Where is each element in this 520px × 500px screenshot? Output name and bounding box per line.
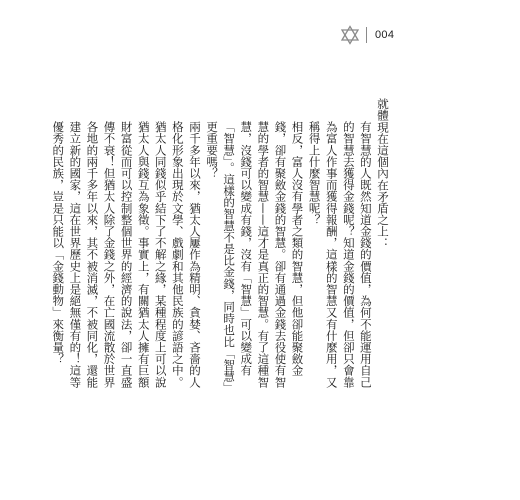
paragraph: 兩千多年以來，猶太人屢作為精明、貪婪、吝嗇的人格化形象出現於文學、戲劇和其他民族的諺語之中。猶太人同錢似乎結下了不解之緣，某種程度上可以說猶太人與錢互為象徵。事實上，有關猶太人擁有巨額財富從而可以控制整個世界的經濟的說法，卻一直盛傳不衰！但猶太人除了金錢之外，在亡國流散於世界各地的兩千多年以來，其不被消滅，不被同化，還能建立新的國家，這在世界歷史上是絕無僅有的！這等優秀的民族，豈是只能以「金錢動物」來衡量？ [51,121,202,388]
body-text [51,98,391,388]
paragraph: 就體現在這個內在矛盾之上： [376,98,390,249]
paragraph: 相反，富人沒有學者之類的智慧，但他卻能聚斂金錢，卻有聚斂金錢的智慧。卻有通過金錢去役使有智慧的學者的智慧——這才是真正的智慧。有了這種智慧，沒錢可以變成有錢，沒有「智慧」可以變成有「智慧」。這樣的智慧不是比金錢，同時也比「智慧」更重要嗎？ [205,121,305,388]
header-divider [366,27,367,43]
page-number: 004 [375,29,395,41]
page-header [340,24,394,46]
star-of-david-icon [340,25,360,45]
paragraph: 有智慧的人既然知道金錢的價值，為何不能運用自己的智慧去獲得金錢呢？知道金錢的價值，但卻只會靠為富人作事而獲得報酬，這樣的智慧又有什麼用，又稱得上什麼智慧呢？ [307,121,373,388]
